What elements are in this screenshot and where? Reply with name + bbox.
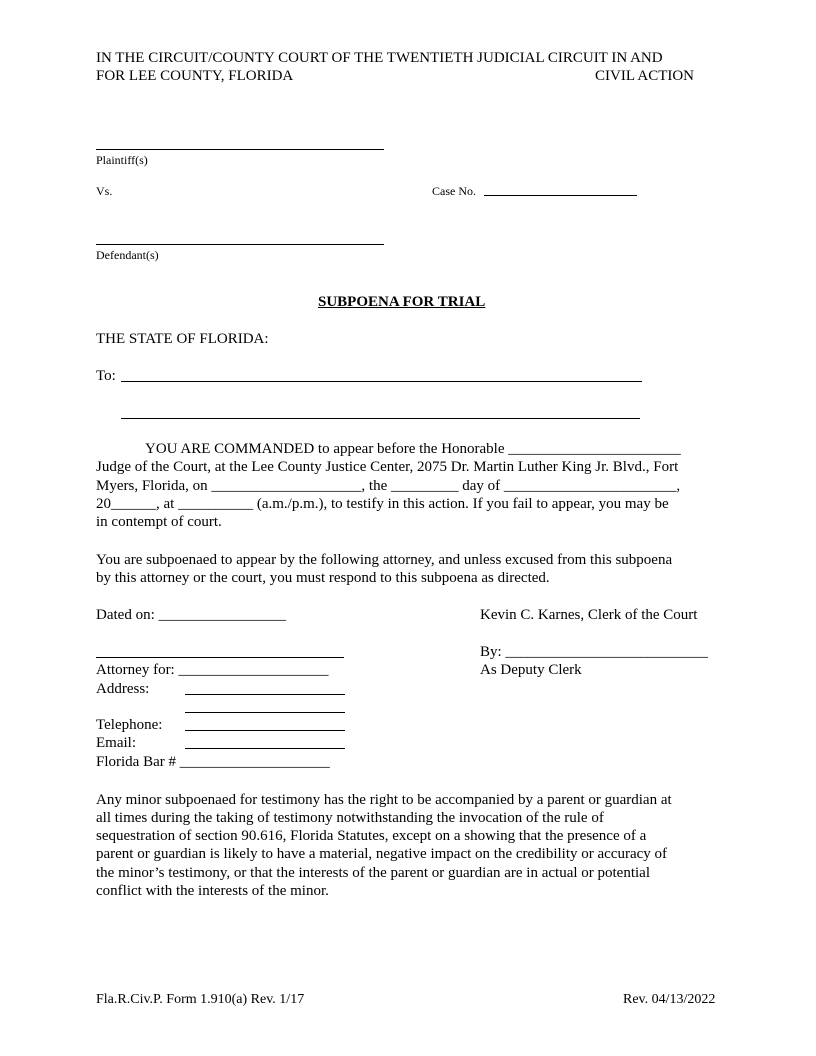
command-line5: in contempt of court. (96, 514, 222, 530)
email-line (185, 748, 345, 749)
form-number: Fla.R.Civ.P. Form 1.910(a) Rev. 1/17 (96, 992, 305, 1007)
to-line-2 (121, 418, 640, 419)
defendant-line (96, 244, 384, 245)
command-line2: Judge of the Court, at the Lee County Justice Center, 2075 Dr. Martin Luther King Jr. Blvd., Fort (96, 459, 679, 475)
command-line1: YOU ARE COMMANDED to appear before the Honorable _______________________ (145, 441, 681, 457)
plaintiff-line (96, 149, 384, 150)
command-line3: Myers, Florida, on ____________________, the _________ day of _______________________, (96, 478, 681, 494)
florida-bar: Florida Bar # ____________________ (96, 754, 330, 770)
to-label: To: (96, 368, 116, 384)
telephone-line (185, 730, 345, 731)
minor-notice-line4: parent or guardian is likely to have a material, negative impact on the credibility or accuracy of (96, 846, 668, 862)
minor-notice-line1: Any minor subpoenaed for testimony has the right to be accompanied by a parent or guardian at (96, 792, 672, 808)
address-line-1 (185, 694, 345, 695)
to-line-1 (121, 381, 642, 382)
attorney-notice-line2: by this attorney or the court, you must respond to this subpoena as directed. (96, 570, 550, 586)
attorney-signature-line (96, 657, 344, 658)
attorney-for: Attorney for: ____________________ (96, 662, 329, 678)
deputy-clerk: As Deputy Clerk (480, 662, 582, 678)
email-label: Email: (96, 735, 136, 751)
minor-notice-line3: sequestration of section 90.616, Florida Statutes, except on a showing that the presence of a (96, 828, 647, 844)
command-line4: 20______, at __________ (a.m./p.m.), to testify in this action. If you fail to appear, you may be (96, 496, 669, 512)
page-title: SUBPOENA FOR TRIAL (318, 294, 486, 310)
clerk-by: By: ___________________________ (480, 644, 708, 660)
revision-date: Rev. 04/13/2022 (623, 992, 716, 1007)
plaintiff-label: Plaintiff(s) (96, 153, 148, 167)
action-type: CIVIL ACTION (595, 68, 695, 84)
attorney-notice-line1: You are subpoenaed to appear by the following attorney, and unless excused from this subpoena (96, 552, 673, 568)
dated-on: Dated on: _________________ (96, 607, 286, 623)
court-caption-line2: FOR LEE COUNTY, FLORIDA (96, 68, 294, 84)
defendant-label: Defendant(s) (96, 248, 159, 262)
telephone-label: Telephone: (96, 717, 163, 733)
minor-notice-line6: conflict with the interests of the minor. (96, 883, 329, 899)
court-caption-line1: IN THE CIRCUIT/COUNTY COURT OF THE TWENTIETH JUDICIAL CIRCUIT IN AND (96, 50, 663, 66)
minor-notice-line5: the minor’s testimony, or that the interests of the parent or guardian are in actual or potential (96, 865, 650, 881)
clerk-name: Kevin C. Karnes, Clerk of the Court (480, 607, 698, 623)
address-label: Address: (96, 681, 150, 697)
state-line: THE STATE OF FLORIDA: (96, 331, 269, 347)
case-no-label: Case No. (432, 184, 476, 198)
case-no-line (484, 195, 637, 196)
minor-notice-line2: all times during the taking of testimony notwithstanding the invocation of the rule of (96, 810, 604, 826)
vs-label: Vs. (96, 184, 113, 198)
address-line-2 (185, 712, 345, 713)
